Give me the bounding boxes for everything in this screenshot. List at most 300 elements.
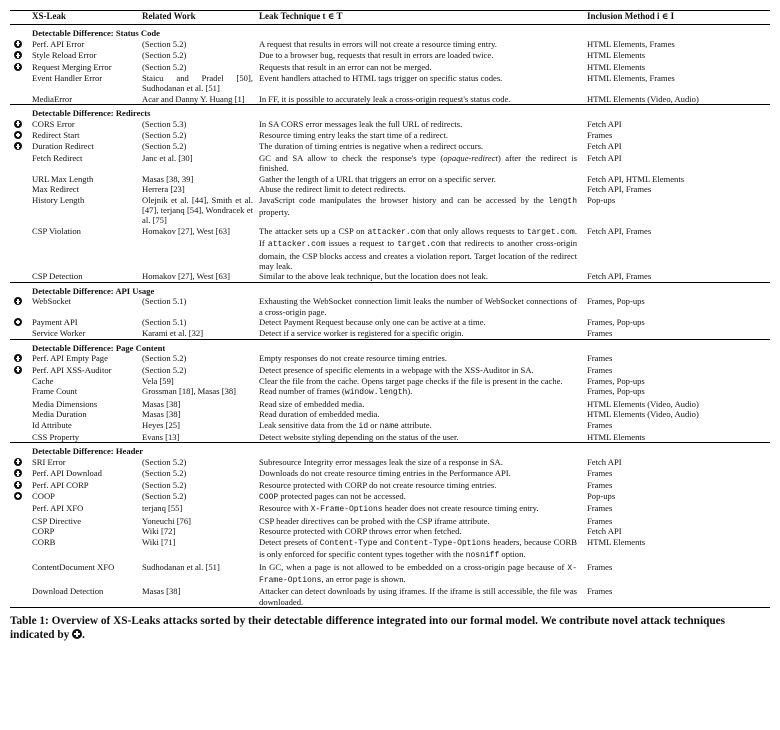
technique-text: Detect Payment Request because only one can be active at a time. <box>259 316 486 327</box>
technique-text: Abuse the redirect limit to detect redirects. <box>259 184 406 195</box>
technique-text: Attacker can detect downloads by using iframes. If the iframe is still accessible, the file was downloaded. <box>259 586 577 607</box>
inclusion-method: HTML Elements, Frames <box>587 73 675 84</box>
related-work: (Section 5.2) <box>142 468 187 479</box>
section-title: Detectable Difference: API Usage <box>32 285 155 296</box>
table-row <box>10 141 770 152</box>
xs-leak-name: Duration Redirect <box>32 141 94 152</box>
section-header-row <box>10 339 770 353</box>
leak-technique <box>259 195 587 226</box>
table-row <box>10 195 770 226</box>
related-work: Homakov [27], West [63] <box>142 271 230 282</box>
related-work: Masas [38] <box>142 409 181 420</box>
code-text: nosniff <box>465 551 500 561</box>
table-row <box>10 503 770 515</box>
inclusion-method: Frames <box>587 515 613 526</box>
related-work: Evans [13] <box>142 432 180 443</box>
novel-marker-cell <box>10 353 32 364</box>
code-text: attacker.com <box>267 240 326 250</box>
novel-marker-cell <box>10 409 32 419</box>
table-figure <box>10 0 770 642</box>
xs-leak-name: Media Duration <box>32 409 87 420</box>
related-work: Olejnik et al. [44], Smith et al. [47], terjanq [54], Wondracek et al. [75] <box>142 194 253 226</box>
xs-leak-name: MediaError <box>32 93 73 104</box>
related-work: Homakov [27], West [63] <box>142 225 230 236</box>
xs-leak-name: CORP <box>32 526 55 537</box>
inclusion-method: Frames <box>587 353 613 364</box>
xs-leak-name: Perf. API Download <box>32 468 102 479</box>
novel-marker-cell <box>10 586 32 607</box>
leak-technique <box>259 503 587 515</box>
xs-leak-name: Max Redirect <box>32 184 80 195</box>
related-work: Wiki [72] <box>142 526 176 537</box>
technique-text: Resource protected with CORP do not create resource timing entries. <box>259 479 497 490</box>
table-row <box>10 386 770 398</box>
xs-leak-name: CORB <box>32 536 56 547</box>
inclusion-method: Pop-ups <box>587 491 616 502</box>
novel-marker-cell <box>10 153 32 174</box>
xs-leak-name: Perf. API XSS-Auditor <box>32 364 112 375</box>
technique-text: ) after the redirect is finished. <box>259 152 577 174</box>
xs-leak-name: Perf. API CORP <box>32 479 89 490</box>
leak-technique <box>259 526 587 536</box>
novel-marker-cell <box>10 226 32 272</box>
table-row <box>10 457 770 468</box>
xs-leak-name: CSP Violation <box>32 225 81 236</box>
related-work: Masas [38] <box>142 398 181 409</box>
table-row <box>10 516 770 526</box>
caption-text: Table 1: Overview of XS-Leaks attacks sorted by their detectable difference integrated into our formal model. We contribute novel attack techniques indicated by <box>10 615 726 642</box>
inclusion-method: HTML Elements <box>587 50 646 61</box>
technique-text: Resource timing entry leaks the start time of a redirect. <box>259 130 448 141</box>
related-work: (Section 5.1) <box>142 296 187 307</box>
technique-text: or <box>368 419 380 430</box>
xs-leak-name: CORS Error <box>32 118 75 129</box>
novel-marker-cell <box>10 328 32 339</box>
xs-leak-name: Frame Count <box>32 386 78 397</box>
technique-text: Detect presets of <box>259 536 320 547</box>
xs-leak-name: URL Max Length <box>32 173 94 184</box>
table-row <box>10 409 770 419</box>
novel-marker-cell <box>10 73 32 94</box>
technique-text: , an error page is shown. <box>321 573 406 584</box>
xs-leak-name: Perf. API XFO <box>32 503 84 514</box>
inclusion-method: Fetch API <box>587 152 622 163</box>
xs-leak-name: WebSocket <box>32 296 71 307</box>
technique-text: attribute. <box>398 419 432 430</box>
section-marker-cell <box>10 443 32 457</box>
technique-text: ). <box>407 386 413 397</box>
table-row <box>10 365 770 376</box>
inclusion-method: Frames, Pop-ups <box>587 296 645 307</box>
xs-leak-name: Perf. API Error <box>32 38 85 49</box>
novel-marker-cell <box>10 195 32 226</box>
related-work: (Section 5.2) <box>142 38 187 49</box>
technique-text: Read size of embedded media. <box>259 398 365 409</box>
inclusion-method: Fetch API <box>587 141 622 152</box>
leak-technique <box>259 73 587 94</box>
leak-technique <box>259 94 587 105</box>
code-text: length <box>548 196 577 206</box>
inclusion-method: Frames, Pop-ups <box>587 316 645 327</box>
header-leak-technique: Leak Technique t ∈ T <box>259 11 343 21</box>
novel-marker-cell <box>10 386 32 398</box>
novel-plus-icon <box>72 629 82 639</box>
code-text: X-Frame-Options <box>310 505 383 515</box>
leak-technique <box>259 62 587 73</box>
table-row <box>10 226 770 272</box>
related-work: Heyes [25] <box>142 419 180 430</box>
related-work: terjanq [55] <box>142 503 183 514</box>
section-marker-cell <box>10 105 32 119</box>
related-work: Karami et al. [32] <box>142 328 204 339</box>
section-title: Detectable Difference: Status Code <box>32 28 160 39</box>
xs-leak-name: CSP Detection <box>32 271 83 282</box>
xs-leak-name: Service Worker <box>32 328 86 339</box>
related-work: (Section 5.1) <box>142 316 187 327</box>
table-row <box>10 153 770 174</box>
table-row <box>10 271 770 282</box>
inclusion-method: Fetch API, HTML Elements <box>587 173 685 184</box>
technique-text: Detect if a service worker is registered for a specific origin. <box>259 328 464 339</box>
inclusion-method: Fetch API <box>587 118 622 129</box>
leak-technique <box>259 386 587 398</box>
leak-technique <box>259 516 587 526</box>
novel-marker-cell <box>10 562 32 587</box>
novel-plus-icon <box>14 469 22 477</box>
related-work: (Section 5.2) <box>142 141 187 152</box>
novel-plus-icon <box>14 131 22 139</box>
xs-leak-name: Redirect Start <box>32 130 80 141</box>
xs-leak-name: Download Detection <box>32 586 104 597</box>
inclusion-method: Fetch API, Frames <box>587 271 652 282</box>
related-work: (Section 5.3) <box>142 118 187 129</box>
code-text: X-Frame-Options <box>259 563 577 585</box>
related-work: (Section 5.2) <box>142 50 187 61</box>
leak-technique <box>259 153 587 174</box>
inclusion-method: Frames <box>587 503 613 514</box>
novel-marker-cell <box>10 94 32 105</box>
table-caption <box>10 614 770 642</box>
technique-text: A request that results in errors will not create a resource timing entry. <box>259 38 497 49</box>
novel-marker-cell <box>10 119 32 130</box>
table-row <box>10 480 770 491</box>
novel-marker-cell <box>10 468 32 479</box>
technique-text: Event handlers attached to HTML tags trigger on specific status codes. <box>259 73 503 84</box>
inclusion-method: Frames <box>587 479 613 490</box>
novel-plus-icon <box>14 492 22 500</box>
leak-technique <box>259 328 587 339</box>
related-work: Acar and Danny Y. Huang [1] <box>142 93 245 104</box>
xs-leak-name: Media Dimensions <box>32 398 98 409</box>
leak-technique <box>259 468 587 479</box>
novel-marker-cell <box>10 376 32 386</box>
novel-marker-cell <box>10 432 32 443</box>
technique-text: CSP header directives can be probed with the CSP iframe attribute. <box>259 515 490 526</box>
novel-plus-icon <box>14 120 22 128</box>
code-text: attacker.com <box>367 227 426 237</box>
inclusion-method: Pop-ups <box>587 194 616 205</box>
technique-text: Empty responses do not create resource timing entries. <box>259 353 448 364</box>
table-row <box>10 586 770 607</box>
novel-marker-cell <box>10 174 32 184</box>
technique-text: JavaScript code manipulates the browser history and can be accessed by the <box>259 194 549 205</box>
technique-text: In SA CORS error messages leak the full URL of redirects. <box>259 118 463 129</box>
technique-text: Read duration of embedded media. <box>259 409 380 420</box>
leak-technique <box>259 409 587 419</box>
inclusion-method: Fetch API <box>587 526 622 537</box>
novel-marker-cell <box>10 503 32 515</box>
inclusion-method: Frames <box>587 328 613 339</box>
leak-technique <box>259 365 587 376</box>
technique-text: Leak sensitive data from the <box>259 419 359 430</box>
xs-leak-name: Style Reload Error <box>32 50 97 61</box>
novel-marker-cell <box>10 317 32 328</box>
leak-technique <box>259 586 587 607</box>
technique-text: that only allows requests to <box>425 225 527 236</box>
leak-technique <box>259 39 587 50</box>
table-row <box>10 296 770 317</box>
inclusion-method: HTML Elements <box>587 61 646 72</box>
inclusion-method: HTML Elements <box>587 432 646 443</box>
novel-marker-cell <box>10 516 32 526</box>
table-row <box>10 174 770 184</box>
leak-technique <box>259 271 587 282</box>
section-header-row <box>10 282 770 296</box>
leak-technique <box>259 432 587 443</box>
technique-text: and <box>377 536 395 547</box>
inclusion-method: Frames <box>587 364 613 375</box>
table-row <box>10 537 770 562</box>
code-text: id <box>358 421 369 431</box>
novel-plus-icon <box>14 481 22 489</box>
technique-text: Read number of frames ( <box>259 386 345 397</box>
header-related-work: Related Work <box>142 11 196 21</box>
leak-technique <box>259 174 587 184</box>
inclusion-method: Fetch API <box>587 456 622 467</box>
related-work: Sudhodanan et al. [51] <box>142 561 220 572</box>
novel-plus-icon <box>14 51 22 59</box>
inclusion-method: Frames <box>587 586 613 597</box>
xs-leak-name: Payment API <box>32 316 78 327</box>
novel-marker-cell <box>10 184 32 194</box>
novel-plus-icon <box>14 142 22 150</box>
xs-leak-name: CSP Directive <box>32 515 82 526</box>
technique-text: that redirects to another cross-origin domain, the CSP blocks access and creates a violation report. Target location of the redirect may leak. <box>259 238 578 271</box>
novel-plus-icon <box>14 318 22 326</box>
code-text: name <box>379 421 399 431</box>
related-work: (Section 5.2) <box>142 364 187 375</box>
table-row <box>10 328 770 339</box>
leak-technique <box>259 480 587 491</box>
section-title: Detectable Difference: Header <box>32 446 144 457</box>
inclusion-method: HTML Elements, Frames <box>587 38 675 49</box>
leak-technique <box>259 50 587 61</box>
technique-text: Exhausting the WebSocket connection limit leaks the number of WebSocket connections of a cross-origin page. <box>259 296 577 317</box>
table-body <box>10 25 770 608</box>
section-header-row <box>10 443 770 457</box>
table-row <box>10 184 770 194</box>
novel-marker-cell <box>10 130 32 141</box>
leak-technique <box>259 141 587 152</box>
technique-text: Requests that result in an error can not be merged. <box>259 61 432 72</box>
technique-text: option. <box>499 549 526 560</box>
inclusion-method: Frames <box>587 130 613 141</box>
related-work: (Section 5.2) <box>142 479 187 490</box>
technique-text: In FF, it is possible to accurately leak a cross-origin request's status code. <box>259 93 511 104</box>
section-marker-cell <box>10 282 32 296</box>
technique-text: The attacker sets up a CSP on <box>259 225 368 236</box>
leak-technique <box>259 491 587 503</box>
inclusion-method: Fetch API, Frames <box>587 184 652 195</box>
technique-text: Detect presence of specific elements in a webpage with the XSS-Auditor in SA. <box>259 364 534 375</box>
leak-technique <box>259 562 587 587</box>
related-work: (Section 5.2) <box>142 130 187 141</box>
xs-leak-name: Fetch Redirect <box>32 152 83 163</box>
technique-text: property. <box>259 206 290 217</box>
technique-text: Detect website styling depending on the status of the user. <box>259 432 459 443</box>
leak-technique <box>259 399 587 409</box>
code-text: target.com <box>526 227 575 237</box>
novel-plus-icon <box>14 366 22 374</box>
section-title: Detectable Difference: Page Content <box>32 342 166 353</box>
header-inclusion-method: Inclusion Method i ∈ I <box>587 11 675 21</box>
table-row <box>10 420 770 432</box>
related-work: (Section 5.2) <box>142 61 187 72</box>
code-text: COOP <box>259 493 279 503</box>
novel-marker-cell <box>10 491 32 503</box>
xs-leak-name: History Length <box>32 194 85 205</box>
novel-marker-cell <box>10 271 32 282</box>
table-row <box>10 491 770 503</box>
leak-technique <box>259 184 587 194</box>
inclusion-method: Frames <box>587 468 613 479</box>
inclusion-method: Frames, Pop-ups <box>587 376 645 386</box>
inclusion-method: HTML Elements (Video, Audio) <box>587 93 699 104</box>
technique-text: Similar to the above leak technique, but the location does not leak. <box>259 271 488 282</box>
related-work: Herrera [23] <box>142 184 185 195</box>
xs-leak-name: Perf. API Empty Page <box>32 353 108 364</box>
xs-leak-name: COOP <box>32 491 55 502</box>
section-title: Detectable Difference: Redirects <box>32 108 151 119</box>
inclusion-method: Frames <box>587 561 613 572</box>
leak-technique <box>259 226 587 272</box>
technique-text: Resource protected with CORP throws error when fetched. <box>259 526 462 537</box>
novel-marker-cell <box>10 39 32 50</box>
xs-leak-name: Event Handler Error <box>32 73 103 84</box>
related-work: Masas [38] <box>142 586 181 597</box>
code-text: window.length <box>344 388 408 398</box>
leak-technique <box>259 317 587 328</box>
header-row <box>10 11 770 25</box>
section-header-row <box>10 25 770 39</box>
section-marker-cell <box>10 25 32 39</box>
emphasis-text: opaque-redirect <box>443 152 498 163</box>
xs-leak-name: SRI Error <box>32 456 66 467</box>
table-row <box>10 73 770 94</box>
leak-technique <box>259 537 587 562</box>
leak-technique <box>259 296 587 317</box>
novel-marker-cell <box>10 296 32 317</box>
leak-technique <box>259 130 587 141</box>
technique-text: In GC, when a page is not allowed to be embedded on a cross-origin page because of <box>259 561 568 572</box>
table-row <box>10 376 770 386</box>
table-row <box>10 39 770 50</box>
leak-technique <box>259 420 587 432</box>
header-xs-leak: XS-Leak <box>32 11 67 21</box>
inclusion-method: HTML Elements <box>587 536 646 547</box>
novel-plus-icon <box>14 297 22 305</box>
table-row <box>10 468 770 479</box>
technique-text: . If <box>259 225 577 249</box>
related-work: (Section 5.2) <box>142 456 187 467</box>
technique-text: Resource with <box>259 503 311 514</box>
technique-text: headers, because CORB is only enforced for specific content types together with the <box>259 536 577 560</box>
table-row <box>10 353 770 364</box>
novel-marker-cell <box>10 537 32 562</box>
novel-marker-cell <box>10 399 32 409</box>
related-work: Masas [38, 39] <box>142 173 194 184</box>
xs-leak-name: ContentDocument XFO <box>32 561 115 572</box>
technique-text: protected pages can not be accessed. <box>278 491 406 502</box>
code-text: Content-Type <box>319 538 378 548</box>
caption-end: . <box>82 629 85 642</box>
table-row <box>10 94 770 105</box>
novel-marker-cell <box>10 480 32 491</box>
related-work: (Section 5.2) <box>142 353 187 364</box>
related-work: Wiki [71] <box>142 536 176 547</box>
related-work: (Section 5.2) <box>142 491 187 502</box>
table-row <box>10 399 770 409</box>
technique-text: Due to a browser bug, requests that result in errors are loaded twice. <box>259 50 494 61</box>
technique-text: Downloads do not create resource timing entries in the Performance API. <box>259 468 511 479</box>
novel-plus-icon <box>14 458 22 466</box>
xs-leak-name: Request Merging Error <box>32 61 112 72</box>
novel-plus-icon <box>14 354 22 362</box>
novel-marker-cell <box>10 62 32 73</box>
table-row <box>10 432 770 443</box>
novel-marker-cell <box>10 141 32 152</box>
related-work: Vela [59] <box>142 376 174 386</box>
leak-technique <box>259 457 587 468</box>
table-row <box>10 562 770 587</box>
related-work: Yoneuchi [76] <box>142 515 192 526</box>
table-row <box>10 526 770 536</box>
novel-plus-icon <box>14 40 22 48</box>
xs-leak-name: Id Attribute <box>32 419 72 430</box>
xs-leaks-table <box>10 10 770 608</box>
xs-leak-name: Cache <box>32 376 54 386</box>
leak-technique <box>259 119 587 130</box>
leak-technique <box>259 353 587 364</box>
inclusion-method: Frames <box>587 419 613 430</box>
table-row <box>10 130 770 141</box>
related-work: Grossman [18], Masas [38] <box>142 386 237 397</box>
technique-text: issues a request to <box>325 238 398 249</box>
xs-leak-name: CSS Property <box>32 432 80 443</box>
technique-text: The duration of timing entries is negative when a redirect occurs. <box>259 141 484 152</box>
table-row <box>10 119 770 130</box>
inclusion-method: HTML Elements (Video, Audio) <box>587 409 699 420</box>
inclusion-method: Fetch API, Frames <box>587 225 652 236</box>
header-marker <box>10 11 32 25</box>
table-row <box>10 62 770 73</box>
novel-plus-icon <box>14 63 22 71</box>
section-marker-cell <box>10 339 32 353</box>
table-row <box>10 50 770 61</box>
novel-marker-cell <box>10 365 32 376</box>
table-row <box>10 317 770 328</box>
technique-text: Gather the length of a URL that triggers an error on a specific server. <box>259 173 496 184</box>
